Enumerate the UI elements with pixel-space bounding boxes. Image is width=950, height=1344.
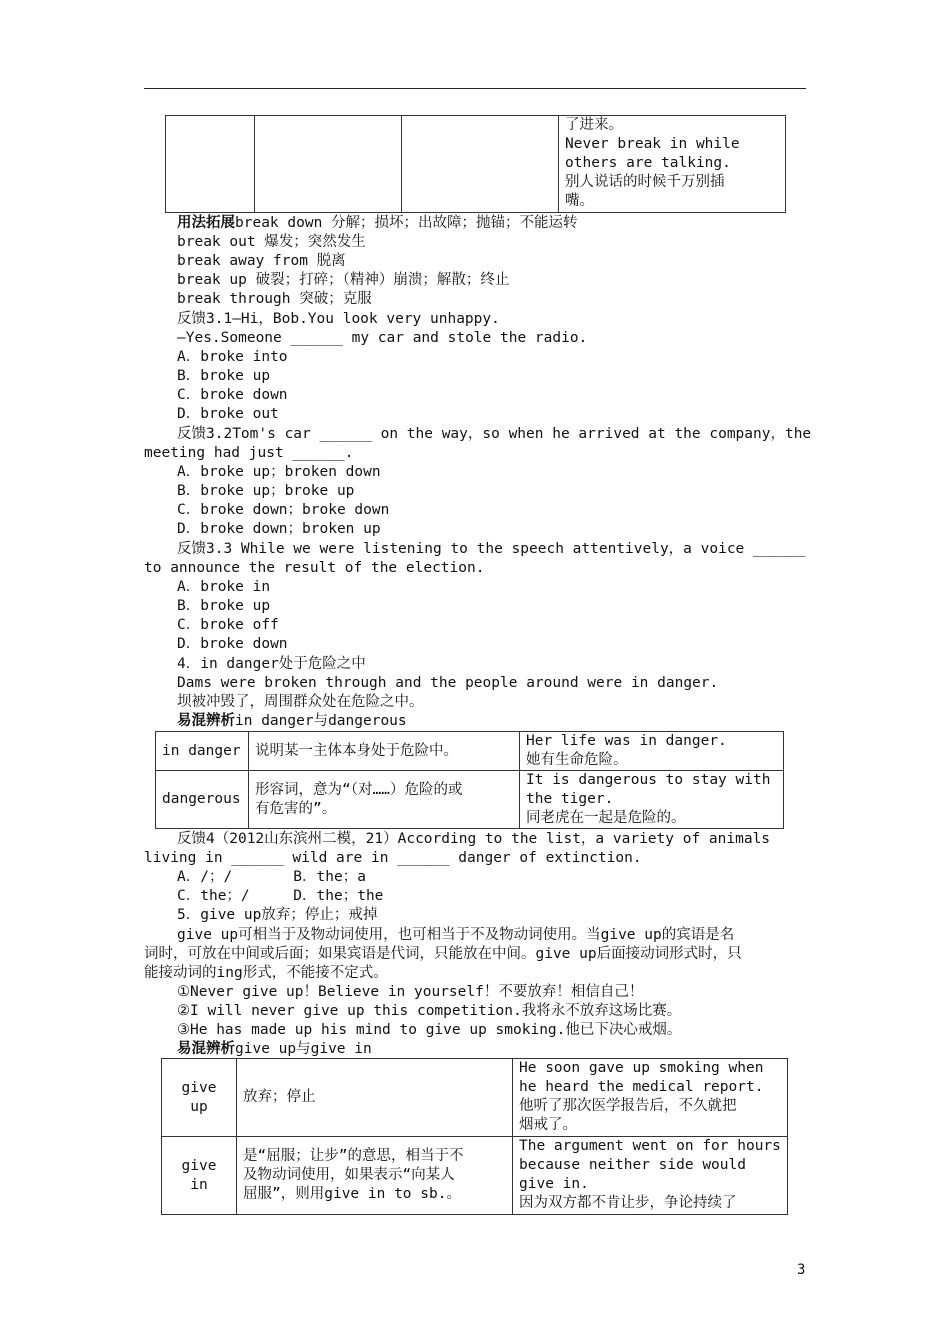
example-cell [520,771,784,829]
desc-line: 及物动词使用，如果表示“向某人 [243,1167,455,1183]
usage-line: break away from 脱离 [177,253,346,269]
option: D．broke down [177,636,288,652]
option: C．the；/ D．the；the [177,888,384,904]
usage-label: 用法拓展 [177,215,235,231]
compare-table-danger [155,731,784,829]
term-line: give [181,1079,217,1096]
desc-line: 有危害的”。 [255,800,337,817]
term-cell: in danger [156,732,249,771]
para-line: give up可相当于及物动词使用，也可相当于不及物动词使用。当give up的宾语是名 [177,927,735,943]
ex-line: 因为双方都不肯让步，争论持续了 [519,1195,737,1211]
term-cell [162,1059,237,1137]
empty-cell [402,116,559,213]
option: A．broke in [177,579,271,595]
usage-line: break up 破裂；打碎；（精神）崩溃；解散；终止 [177,272,510,288]
usage-line: break out 爆发；突然发生 [177,234,366,250]
ex-line: Her life was in danger. [526,733,727,749]
question-text: 反馈3.2Tom's car ______ on the way，so when he arrived at the company，the [177,426,812,442]
question-text: meeting had just ______. [144,445,354,461]
table-row [156,771,784,829]
compare-label: 易混辨析 [177,713,235,729]
top-table [165,115,786,213]
cell-line: 别人说话的时候千万别插 [565,174,725,190]
example-cell [520,732,784,771]
option: A．broke into [177,349,288,365]
question-text: 反馈3.3 While we were listening to the speech attentively，a voice ______ [177,541,806,557]
example-zh: 坝被冲毁了，周围群众处在危险之中。 [177,694,424,710]
term-line: up [190,1098,208,1115]
compare-label: 易混辨析 [177,1041,235,1057]
question-text: —Yes.Someone ______ my car and stole the radio. [177,330,588,346]
compare-text: give up与give in [235,1041,372,1057]
header-rule [144,88,806,89]
option: B．broke up；broke up [177,483,355,499]
desc-line: 是“屈服；让步”的意思，相当于不 [243,1148,464,1164]
cell-line: others are talking. [565,155,731,171]
term-line: in [190,1176,208,1193]
compare-text: in danger与dangerous [235,713,407,729]
example-line: ③He has made up his mind to give up smoking.他已下决心戒烟。 [177,1022,682,1038]
cell-line: Never break in while [565,136,740,152]
cell-line: 嘴。 [565,193,594,209]
ex-line: 同老虎在一起是危险的。 [526,810,686,826]
desc-line: 屈服”，则用give in to sb.。 [243,1186,461,1202]
cell-line: 了进来。 [565,117,623,133]
option: C．broke down；broke down [177,502,390,518]
example-cell [513,1059,788,1137]
empty-cell [255,116,402,213]
item-heading: 4．in danger处于危险之中 [177,656,366,672]
ex-line: He soon gave up smoking when [519,1060,764,1076]
compare-heading [177,1040,372,1059]
option: B．broke up [177,598,271,614]
example-line: ①Never give up！Believe in yourself！不要放弃！相信自己！ [177,984,644,1000]
question-text: 反馈3.1—Hi，Bob.You look very unhappy. [177,311,500,327]
option: C．broke off [177,617,279,633]
ex-line: 他听了那次医学报告后，不久就把 [519,1098,737,1114]
example-en: Dams were broken through and the people around were in danger. [177,675,719,691]
ex-line: The argument went on for hours [519,1138,781,1154]
term-cell [162,1137,237,1215]
ex-line: 烟戒了。 [519,1117,577,1133]
ex-line: because neither side would [519,1157,746,1173]
option: A．/；/ B．the；a [177,869,366,885]
option: D．broke down；broken up [177,521,381,537]
option: B．broke up [177,368,271,384]
term-line: give [181,1157,217,1174]
table-row [162,1137,788,1215]
ex-line: 她有生命危险。 [526,752,628,768]
usage-line: break down 分解；损坏；出故障；抛锚；不能运转 [235,215,578,231]
option: D．broke out [177,406,279,422]
desc-cell [237,1059,513,1137]
usage-line: break through 突破；克服 [177,291,372,307]
option: A．broke up；broken down [177,464,381,480]
compare-heading [177,712,407,731]
question-text: to announce the result of the election. [144,560,485,576]
table-row [162,1059,788,1137]
desc-cell [237,1137,513,1215]
item-heading: 5．give up放弃；停止；戒掉 [177,907,378,923]
usage-first-line [177,214,578,233]
question-text: 反馈4（2012山东滨州二模，21）According to the list，a variety of animals [177,831,771,847]
example-line: ②I will never give up this competition.我将永不放弃这场比赛。 [177,1003,682,1019]
compare-table-give [161,1058,788,1215]
ex-line: the tiger. [526,791,614,807]
example-cell [513,1137,788,1215]
desc-cell [249,771,520,829]
example-cell [559,116,786,213]
ex-line: he heard the medical report. [519,1079,764,1095]
desc-line: 形容词，意为“（对……）危险的或 [255,781,463,798]
ex-line: It is dangerous to stay with [526,772,771,788]
para-line: 词时，可放在中间或后面；如果宾语是代词，只能放在中间。give up后面接动词形式时，只 [144,946,742,962]
para-line: 能接动词的ing形式，不能接不定式。 [144,965,388,981]
ex-line: give in. [519,1176,589,1192]
term-cell: dangerous [156,771,249,829]
desc-line: 说明某一主体本身处于危险中。 [255,742,458,759]
table-row [156,732,784,771]
question-text: living in ______ wild are in ______ danger of extinction. [144,850,642,866]
desc-line: 放弃；停止 [243,1089,316,1105]
page-number: 3 [797,1262,806,1278]
empty-cell [166,116,255,213]
desc-cell [249,732,520,771]
option: C．broke down [177,387,288,403]
